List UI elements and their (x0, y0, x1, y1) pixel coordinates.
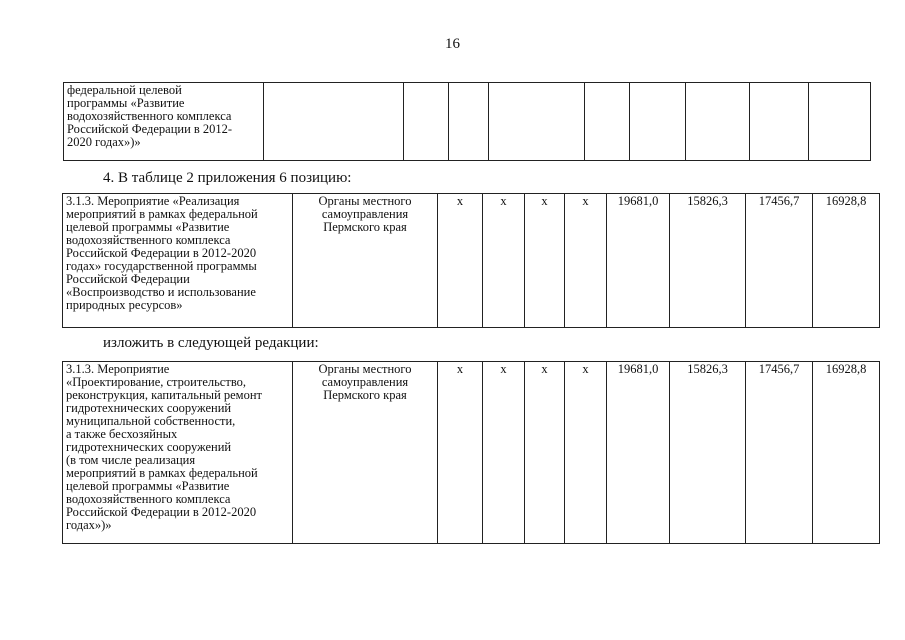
table-cell (630, 83, 686, 161)
table-cell-name (63, 194, 293, 328)
table-cell-value: 19681,0 (607, 362, 670, 544)
page-number: 16 (445, 36, 460, 52)
table-cell (686, 83, 750, 161)
table-cell-value: 17456,7 (746, 194, 813, 328)
table-cell (449, 83, 489, 161)
executor-text: Органы местного самоуправления Пермского края (318, 362, 412, 402)
measure-name: 3.1.3. Мероприятие «Реализация мероприятий в рамках федеральной целевой программы «Развитие водохозяйственного комплекса Российской Федерации в 2012-2020 годах» государственной программы Российской Федерации «Воспроизводство и использование природных ресурсов» (66, 194, 258, 312)
table-cell (489, 83, 585, 161)
table-cell (750, 83, 809, 161)
table-cell-mark: х (525, 194, 565, 328)
table-cell-mark: х (438, 362, 483, 544)
table-cell-value: 19681,0 (607, 194, 670, 328)
measure-name: 3.1.3. Мероприятие «Проектирование, строительство, реконструкция, капитальный ремонт гидротехнических сооружений муниципальной собственности, а также бесхозяйных гидротехнических сооружений (в том числе реализация мероприятий в рамках федеральной целевой программы «Развитие водохозяйственного комплекса Российской Федерации в 2012-2020 годах»)» (66, 362, 262, 532)
instruction-paragraph: 4. В таблице 2 приложения 6 позицию: (103, 170, 352, 186)
table-cell-executor (293, 362, 438, 544)
table-cell-mark: х (483, 362, 525, 544)
table-cell-value: 17456,7 (746, 362, 813, 544)
table-new-position (62, 361, 880, 544)
table-cell-mark: х (565, 362, 607, 544)
table-cell (264, 83, 404, 161)
table-cell-name (63, 362, 293, 544)
table-row (63, 362, 880, 544)
table-old-position (62, 193, 880, 328)
table-cell-mark: х (525, 362, 565, 544)
table-cell (809, 83, 871, 161)
table-cell-mark: х (565, 194, 607, 328)
instruction-paragraph: изложить в следующей редакции: (103, 335, 319, 351)
executor-text: Органы местного самоуправления Пермского края (318, 194, 412, 234)
table-cell (404, 83, 449, 161)
table-cell-executor (293, 194, 438, 328)
table-cell-name (64, 83, 264, 161)
table-continuation (63, 82, 871, 161)
table-cell-value: 15826,3 (670, 362, 746, 544)
table-cell-value: 16928,8 (813, 194, 880, 328)
table-cell-mark: х (483, 194, 525, 328)
table-cell (585, 83, 630, 161)
table-cell-value: 16928,8 (813, 362, 880, 544)
table-row (64, 83, 871, 161)
fragment-text: федеральной целевой программы «Развитие водохозяйственного комплекса Российской Федерации в 2012- 2020 годах»)» (67, 83, 233, 149)
table-cell-mark: х (438, 194, 483, 328)
table-cell-value: 15826,3 (670, 194, 746, 328)
table-row (63, 194, 880, 328)
